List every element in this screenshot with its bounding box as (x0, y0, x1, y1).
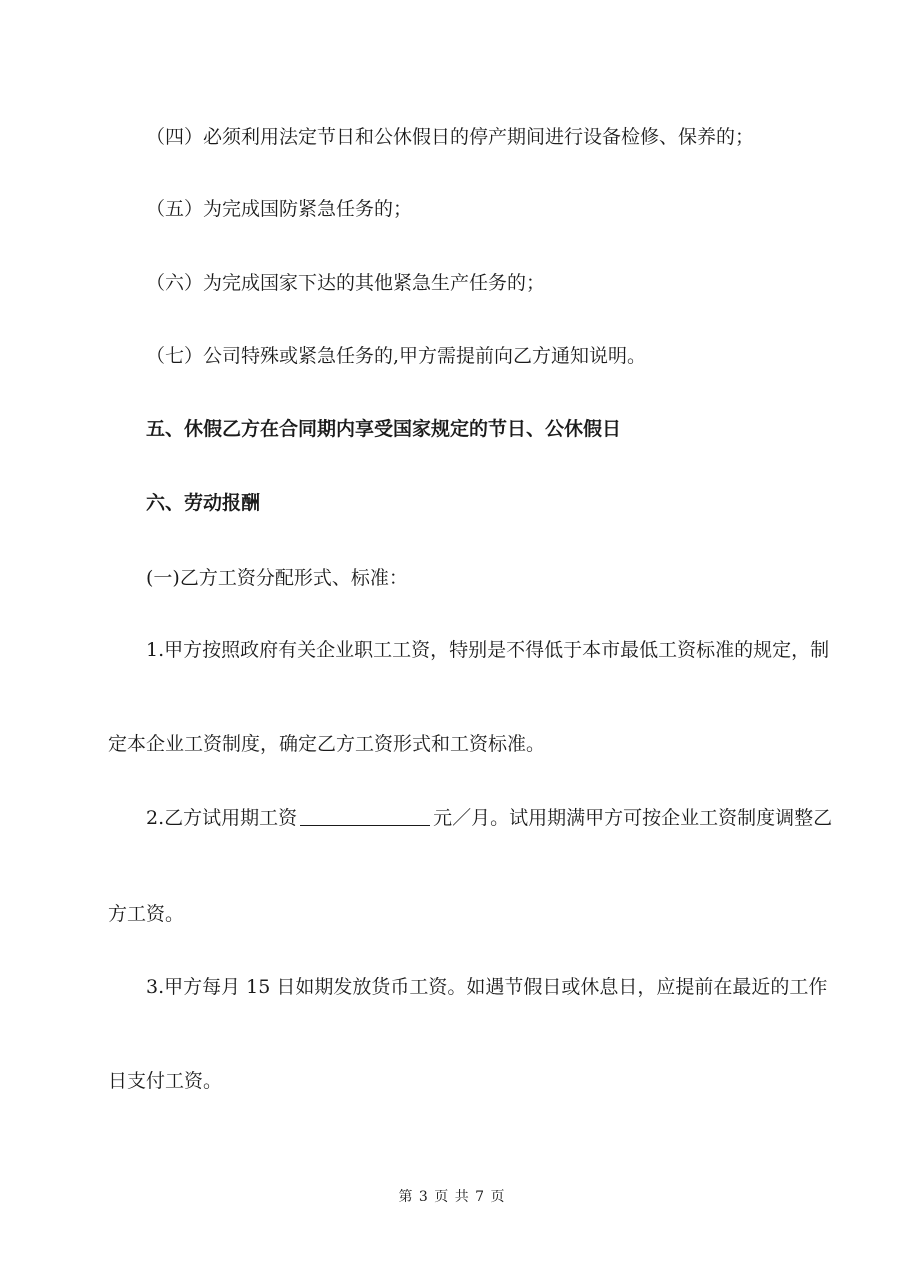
clause-item-4: （四）必须利用法定节日和公休假日的停产期间进行设备检修、保养的； (146, 126, 755, 148)
paragraph-2-line-1 (146, 805, 832, 831)
paragraph-3-line-1: 3.甲方每月 15 日如期发放货币工资。如遇节假日或休息日，应提前在最近的工作 (146, 976, 828, 998)
clause-item-6: （六）为完成国家下达的其他紧急生产任务的； (146, 272, 546, 294)
paragraph-1-line-2: 定本企业工资制度，确定乙方工资形式和工资标准。 (108, 733, 546, 755)
clause-item-7: （七）公司特殊或紧急任务的,甲方需提前向乙方通知说明。 (146, 345, 647, 367)
paragraph-1-line-1: 1.甲方按照政府有关企业职工工资，特别是不得低于本市最低工资标准的规定，制 (146, 639, 830, 661)
paragraph-2-suffix: 元／月。试用期满甲方可按企业工资制度调整乙 (433, 807, 833, 829)
subsection-wage-form: (一)乙方工资分配形式、标准： (146, 567, 408, 589)
paragraph-3-line-2: 日支付工资。 (108, 1070, 223, 1092)
paragraph-2-line-2: 方工资。 (108, 903, 185, 925)
page-footer: 第 3 页 共 7 页 (398, 1189, 506, 1205)
section-heading-5: 五、休假乙方在合同期内享受国家规定的节日、公休假日 (146, 418, 622, 440)
probation-wage-blank (300, 807, 430, 826)
paragraph-2-prefix: 2.乙方试用期工资 (146, 807, 298, 829)
clause-item-5: （五）为完成国防紧急任务的； (146, 198, 413, 220)
section-heading-6: 六、劳动报酬 (146, 492, 261, 514)
